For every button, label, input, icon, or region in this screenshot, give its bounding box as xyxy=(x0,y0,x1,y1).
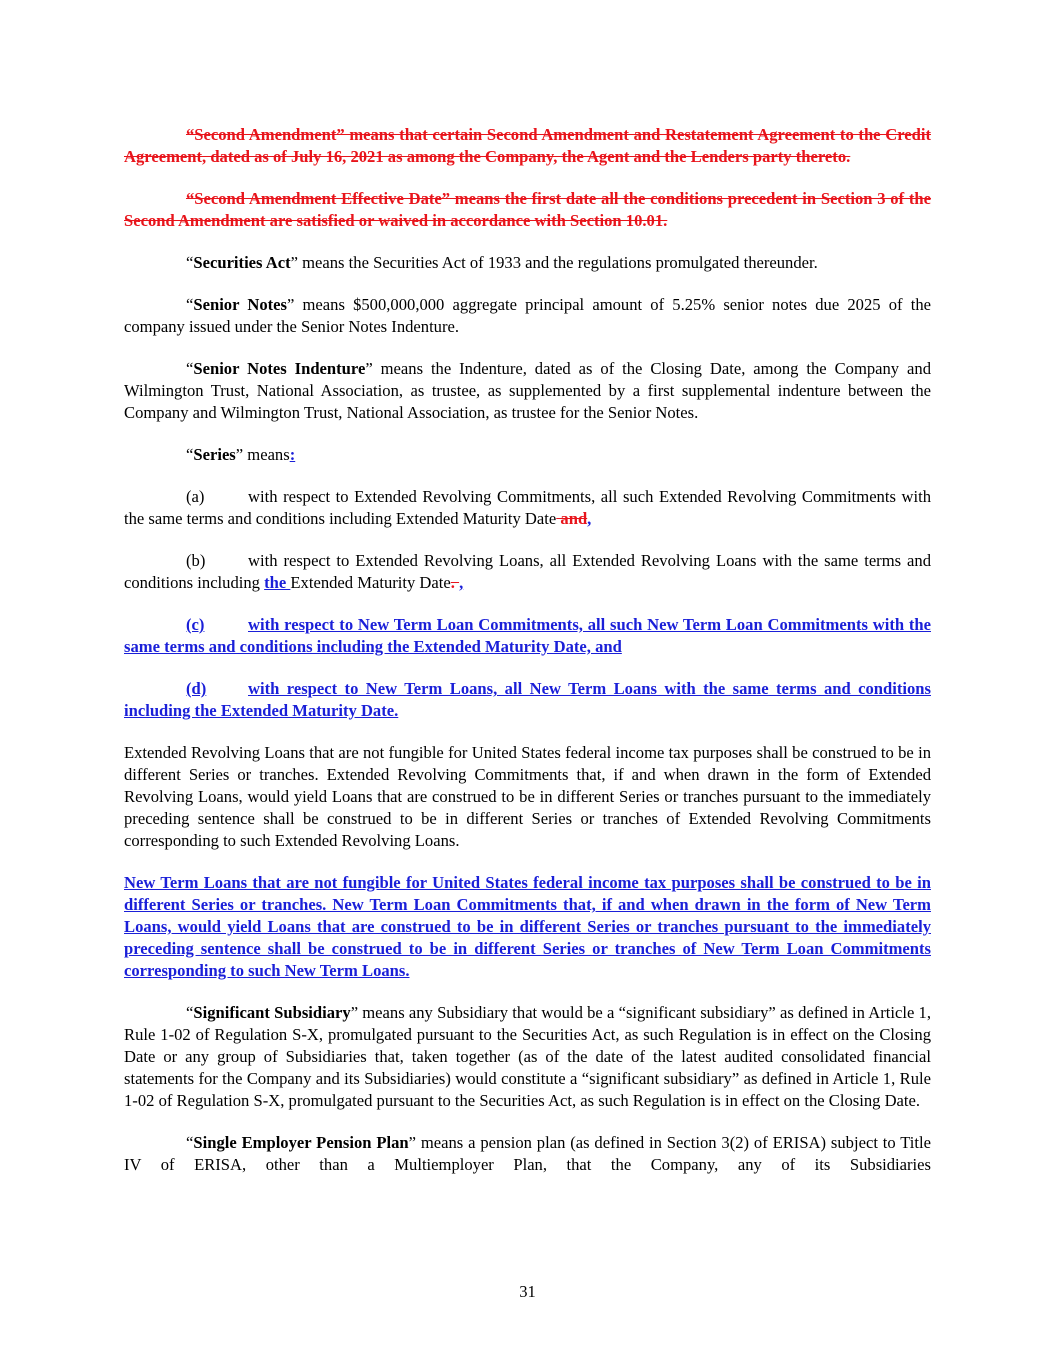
definition-text: ” means a pension plan (as defined in Section 3(2) of ERISA) subject to Title IV of ERISA, other than a Multiemployer Plan, that the Company, any of its Subsidiaries xyxy=(124,1133,931,1174)
definition-text: ” means $500,000,000 aggregate principal amount of 5.25% senior notes due 2025 of the company issued under the Senior Notes Indenture. xyxy=(124,295,931,336)
inserted-text: New Term Loans that are not fungible for United States federal income tax purposes shall be construed to be in different Series or tranches. New Term Loan Commitments that, if and when drawn in the form of New Term Loans, would yield Loans that are construed to be in different Series or tranches pursuant to the immediately preceding sentence shall be construed to be in different Series or tranches of New Term Loan Commitments corresponding to such New Term Loans. xyxy=(124,873,931,980)
defined-term: Securities Act xyxy=(193,253,291,272)
definition-series xyxy=(124,444,931,466)
deleted-text: and xyxy=(556,509,588,528)
document-page xyxy=(124,124,931,1196)
definition-senior-notes-indenture xyxy=(124,358,931,424)
defined-term: Single Employer Pension Plan xyxy=(193,1133,409,1152)
definition-second-amendment xyxy=(124,124,931,168)
definition-text: ” means xyxy=(235,445,290,464)
open-quote: “ xyxy=(186,1133,194,1152)
clause-label: (b) xyxy=(186,551,206,570)
series-clause-b xyxy=(124,550,931,594)
series-clause-a xyxy=(124,486,931,530)
clause-text: with respect to Extended Revolving Commitments, all such Extended Revolving Commitments with the same terms and conditions including Extended Maturity Date xyxy=(124,487,931,528)
clause-text: with respect to Extended Revolving Loans, all Extended Revolving Loans with the same terms and conditions including xyxy=(124,551,931,592)
defined-term: Significant Subsidiary xyxy=(193,1003,351,1022)
series-clause-d xyxy=(124,678,931,722)
definition-securities-act xyxy=(124,252,931,274)
clause-label: (c) xyxy=(186,615,205,634)
series-clause-c xyxy=(124,614,931,658)
inserted-text: with respect to New Term Loan Commitments, all such New Term Loan Commitments with the same terms and conditions including the Extended Maturity Date, and xyxy=(124,615,931,656)
defined-term: Senior Notes Indenture xyxy=(193,359,366,378)
open-quote: “ xyxy=(186,253,194,272)
new-term-loans-paragraph xyxy=(124,872,931,982)
inserted-text: : xyxy=(289,445,296,464)
definition-text: ” means the Securities Act of 1933 and the regulations promulgated thereunder. xyxy=(290,253,818,272)
inserted-text: , xyxy=(459,573,464,592)
definition-senior-notes xyxy=(124,294,931,338)
definition-text: ” means the Indenture, dated as of the Closing Date, among the Company and Wilmington Trust, National Association, as trustee, as supplemented by a first supplemental indenture between the Company and Wilmington Trust, National Association, as trustee for the Senior Notes. xyxy=(124,359,931,422)
clause-label: (a) xyxy=(186,487,205,506)
open-quote: “ xyxy=(186,445,194,464)
clause-label: (d) xyxy=(186,679,207,698)
defined-term: Series xyxy=(193,445,236,464)
open-quote: “ xyxy=(186,295,194,314)
paragraph-text: Extended Revolving Loans that are not fungible for United States federal income tax purposes shall be construed to be in different Series or tranches. Extended Revolving Commitments that, if and when drawn in the form of Extended Revolving Loans, would yield Loans that are construed to be in different Series or tranches pursuant to the immediately preceding sentence shall be construed to be in different Series or tranches of Extended Revolving Commitments corresponding to such Extended Revolving Loans. xyxy=(124,743,931,850)
definition-significant-subsidiary xyxy=(124,1002,931,1112)
page-number: 31 xyxy=(519,1282,536,1301)
inserted-text: with respect to New Term Loans, all New Term Loans with the same terms and conditions including the Extended Maturity Date. xyxy=(124,679,931,720)
clause-text: Extended Maturity Date xyxy=(290,573,451,592)
inserted-text: the xyxy=(264,573,291,592)
definition-single-employer-pension-plan xyxy=(124,1132,931,1176)
extended-revolving-loans-paragraph xyxy=(124,742,931,852)
deleted-text: “Second Amendment” means that certain Second Amendment and Restatement Agreement to the Credit Agreement, dated as of July 16, 2021 as among the Company, the Agent and the Lenders party thereto. xyxy=(124,125,931,166)
definition-second-amendment-effective-date xyxy=(124,188,931,232)
open-quote: “ xyxy=(186,1003,194,1022)
inserted-text: , xyxy=(587,509,592,528)
deleted-text: . xyxy=(450,573,460,592)
defined-term: Senior Notes xyxy=(193,295,287,314)
deleted-text: “Second Amendment Effective Date” means the first date all the conditions precedent in Section 3 of the Second Amendment are satisfied or waived in accordance with Section 10.01. xyxy=(124,189,931,230)
definition-text: ” means any Subsidiary that would be a “significant subsidiary” as defined in Article 1, Rule 1-02 of Regulation S-X, promulgated pursuant to the Securities Act, as such Regulation is in effect on the Closing Date or any group of Subsidiaries that, taken together (as of the date of the latest audited consolidated financial statements for the Company and its Subsidiaries) would constitute a “significant subsidiary” as defined in Article 1, Rule 1-02 of Regulation S-X, promulgated pursuant to the Securities Act, as such Regulation is in effect on the Closing Date. xyxy=(124,1003,932,1110)
open-quote: “ xyxy=(186,359,194,378)
